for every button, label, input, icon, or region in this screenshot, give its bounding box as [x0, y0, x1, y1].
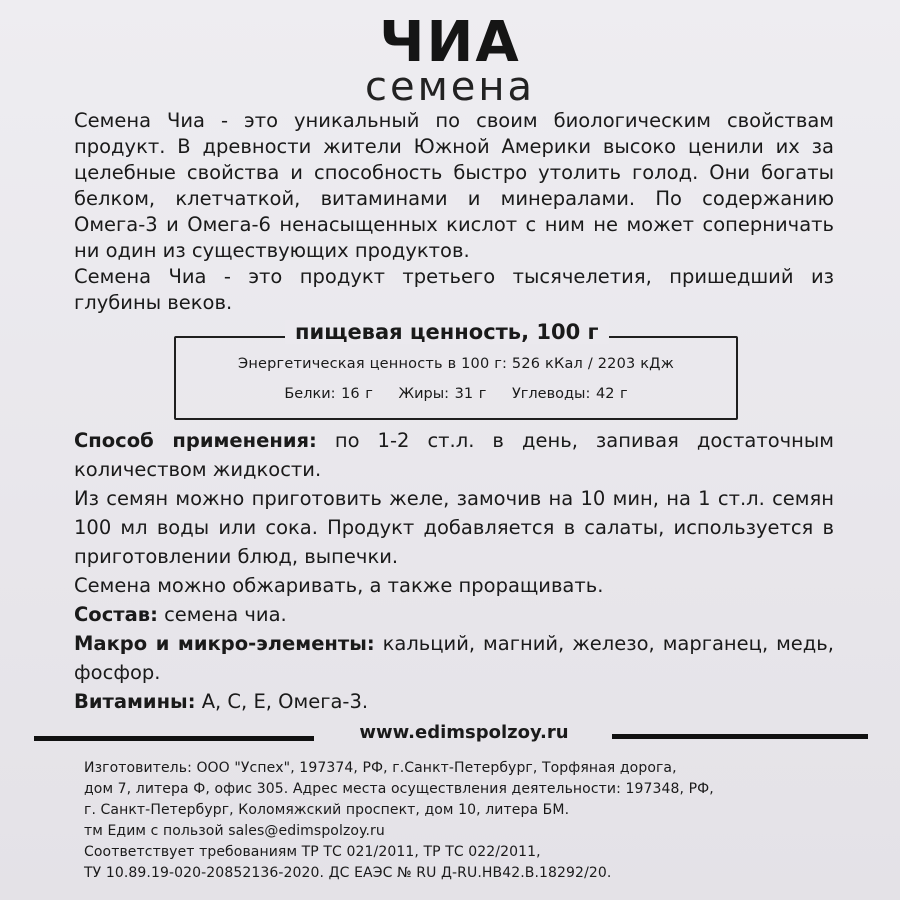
usage-method-label: Способ применения: [74, 429, 317, 452]
composition-text: семена чиа. [157, 603, 287, 626]
nutrition-energy: Энергетическая ценность в 100 г: 526 кКал / 2203 кДж [238, 356, 674, 372]
nutrition-macros [176, 386, 736, 402]
composition [74, 600, 834, 629]
usage-method-text: по 1-2 ст.л. в день, запивая достаточным количеством жидкости. [74, 429, 834, 481]
elements-label: Макро и микро-элементы: [74, 632, 375, 655]
composition-label: Состав: [74, 603, 158, 626]
footer-line: дом 7, литера Ф, офис 305. Адрес места осуществления деятельности: 197348, РФ, [84, 781, 714, 797]
divider-right [612, 734, 868, 739]
footer-line: Изготовитель: ООО "Успех", 197374, РФ, г.Санкт-Петербург, Торфяная дорога, [84, 760, 677, 776]
divider-left [34, 736, 314, 741]
intro-paragraph-1: Семена Чиа - это уникальный по своим биологическим свойствам продукт. В древности жители Южной Америки высоко ценили их за целебные свойства и способность быстро утолить голод. Они богаты белком, клетчаткой, витаминами и минералами. По содержанию Омега-3 и Омега-6 ненасыщенных кислот с ним не может соперничать ни один из существующих продуктов. [74, 109, 834, 262]
footer-line: Соответствует требованиям ТР ТС 021/2011, ТР ТС 022/2011, [84, 844, 541, 860]
product-subtitle: семена [364, 64, 536, 110]
usage-roast: Семена можно обжаривать, а также проращивать. [74, 574, 604, 597]
intro-paragraph-2: Семена Чиа - это продукт третьего тысячелетия, пришедший из глубины веков. [74, 265, 834, 314]
footer-line: г. Санкт-Петербург, Коломяжский проспект, дом 10, литера БМ. [84, 802, 570, 818]
elements-text: кальций, магний, железо, марганец, медь, фосфор. [74, 632, 834, 684]
manufacturer-info [84, 758, 844, 884]
footer-line: ТУ 10.89.19-020-20852136-2020. ДС ЕАЭС № RU Д-RU.НВ42.В.18292/20. [84, 865, 612, 881]
website-link: www.edimspolzoy.ru [359, 722, 569, 743]
vitamins-text: A, C, E, Омега-3. [195, 690, 369, 713]
nutrition-protein: Белки: 16 г [284, 386, 373, 402]
product-title: ЧИА [379, 10, 521, 75]
usage-method [74, 426, 834, 484]
usage-section [74, 426, 834, 716]
vitamins [74, 687, 834, 716]
footer-line: тм Едим с пользой sales@edimspolzoy.ru [84, 823, 385, 839]
elements [74, 629, 834, 687]
vitamins-label: Витамины: [74, 690, 196, 713]
nutrition-box [174, 336, 738, 420]
nutrition-fat: Жиры: 31 г [398, 386, 487, 402]
nutrition-carbs: Углеводы: 42 г [511, 386, 628, 402]
intro-text [74, 108, 834, 316]
usage-jelly: Из семян можно приготовить желе, замочив на 10 мин, на 1 ст.л. семян 100 мл воды или сока. Продукт добавляется в салаты, используется в приготовлении блюд, выпечки. [74, 487, 834, 568]
nutrition-title: пищевая ценность, 100 г [285, 320, 609, 344]
